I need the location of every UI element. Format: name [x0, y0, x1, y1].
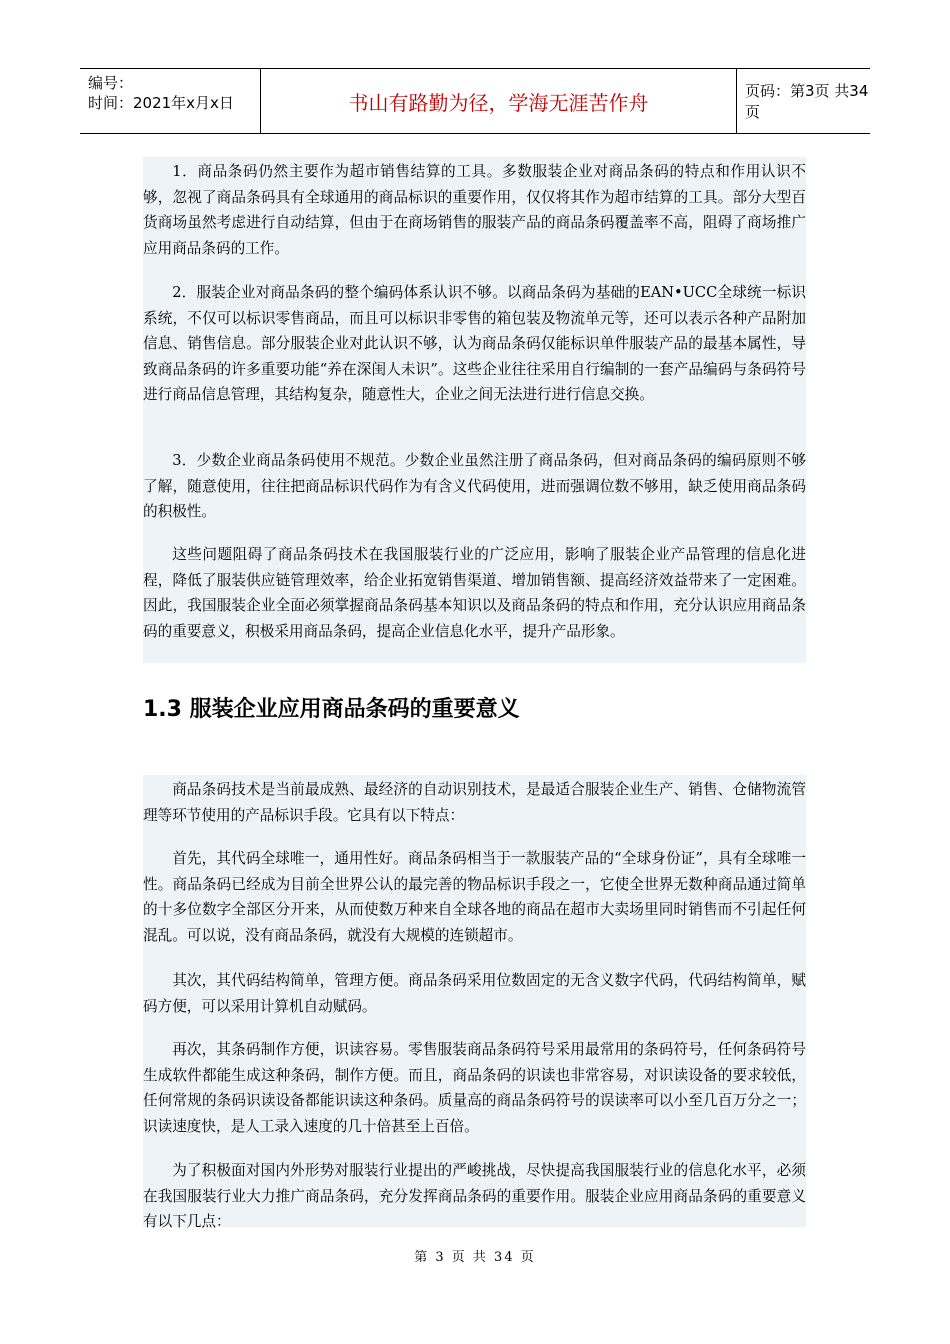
header-page-info: 页码：第3页 共34页 [745, 82, 869, 121]
paragraph: 2．服装企业对商品条码的整个编码体系认识不够。以商品条码为基础的EAN•UCC全球统一标识系统，不仅可以标识零售商品，而且可以标识非零售的箱包装及物流单元等，还可以表示各种产品附加信息、销售信息。部分服装企业对此认识不够，认为商品条码仅能标识单件服装产品的最基本属性，导致商品条码的许多重要功能“养在深闺人未识”。这些企业往往采用自行编制的一套产品编码与条码符号进行商品信息管理，其结构复杂，随意性大，企业之间无法进行进行信息交换。 [143, 284, 806, 404]
section2-block [143, 775, 806, 1231]
page-header [80, 68, 870, 134]
paragraph: 再次，其条码制作方便，识读容易。零售服装商品条码符号采用最常用的条码符号，任何条码符号生成软件都能生成这种条码，制作方便。而且，商品条码的识读也非常容易，对识读设备的要求较低，任何常规的条码识读设备都能识读这种条码。质量高的商品条码符号的误读率可以小至几百万分之一；识读速度快，是人工录入速度的几十倍甚至上百倍。 [143, 1041, 806, 1135]
document-number-label: 编号： [88, 74, 134, 92]
paragraph: 为了积极面对国内外形势对服装行业提出的严峻挑战，尽快提高我国服装行业的信息化水平，必须在我国服装行业大力推广商品条码，充分发挥商品条码的重要作用。服装企业应用商品条码的重要意义有以下几点： [143, 1162, 806, 1231]
page-footer: 第 3 页 共 34 页 [414, 1250, 536, 1265]
document-date: 时间：2021年x月x日 [88, 94, 234, 112]
section1-block [143, 157, 806, 663]
paragraph: 其次，其代码结构简单，管理方便。商品条码采用位数固定的无含义数字代码，代码结构简单，赋码方便，可以采用计算机自动赋码。 [143, 972, 806, 1015]
paragraph: 商品条码技术是当前最成熟、最经济的自动识别技术，是最适合服装企业生产、销售、仓储物流管理等环节使用的产品标识手段。它具有以下特点： [143, 781, 806, 824]
paragraph: 1．商品条码仍然主要作为超市销售结算的工具。多数服装企业对商品条码的特点和作用认识不够，忽视了商品条码具有全球通用的商品标识的重要作用，仅仅将其作为超市结算的工具。部分大型百货商场虽然考虑进行自动结算，但由于在商场销售的服装产品的商品条码覆盖率不高，阻碍了商场推广应用商品条码的工作。 [143, 163, 806, 257]
header-motto: 书山有路勤为径，学海无涯苦作舟 [261, 69, 737, 133]
section-heading: 1.3 服装企业应用商品条码的重要意义 [143, 697, 520, 722]
paragraph: 这些问题阻碍了商品条码技术在我国服装行业的广泛应用，影响了服装企业产品管理的信息化进程，降低了服装供应链管理效率，给企业拓宽销售渠道、增加销售额、提高经济效益带来了一定困难。因此，我国服装企业全面必须掌握商品条码基本知识以及商品条码的特点和作用，充分认识应用商品条码的重要意义，积极采用商品条码，提高企业信息化水平，提升产品形象。 [143, 546, 806, 640]
paragraph: 首先，其代码全球唯一，通用性好。商品条码相当于一款服装产品的“全球身份证”，具有全球唯一性。商品条码已经成为目前全世界公认的最完善的物品标识手段之一，它使全世界无数种商品通过简单的十多位数字全部区分开来，从而使数万种来自全球各地的商品在超市大卖场里同时销售而不引起任何混乱。可以说，没有商品条码，就没有大规模的连锁超市。 [143, 850, 806, 944]
header-meta [80, 69, 261, 133]
paragraph: 3．少数企业商品条码使用不规范。少数企业虽然注册了商品条码，但对商品条码的编码原则不够了解，随意使用，往往把商品标识代码作为有含义代码使用，进而强调位数不够用，缺乏使用商品条码的积极性。 [143, 452, 806, 521]
